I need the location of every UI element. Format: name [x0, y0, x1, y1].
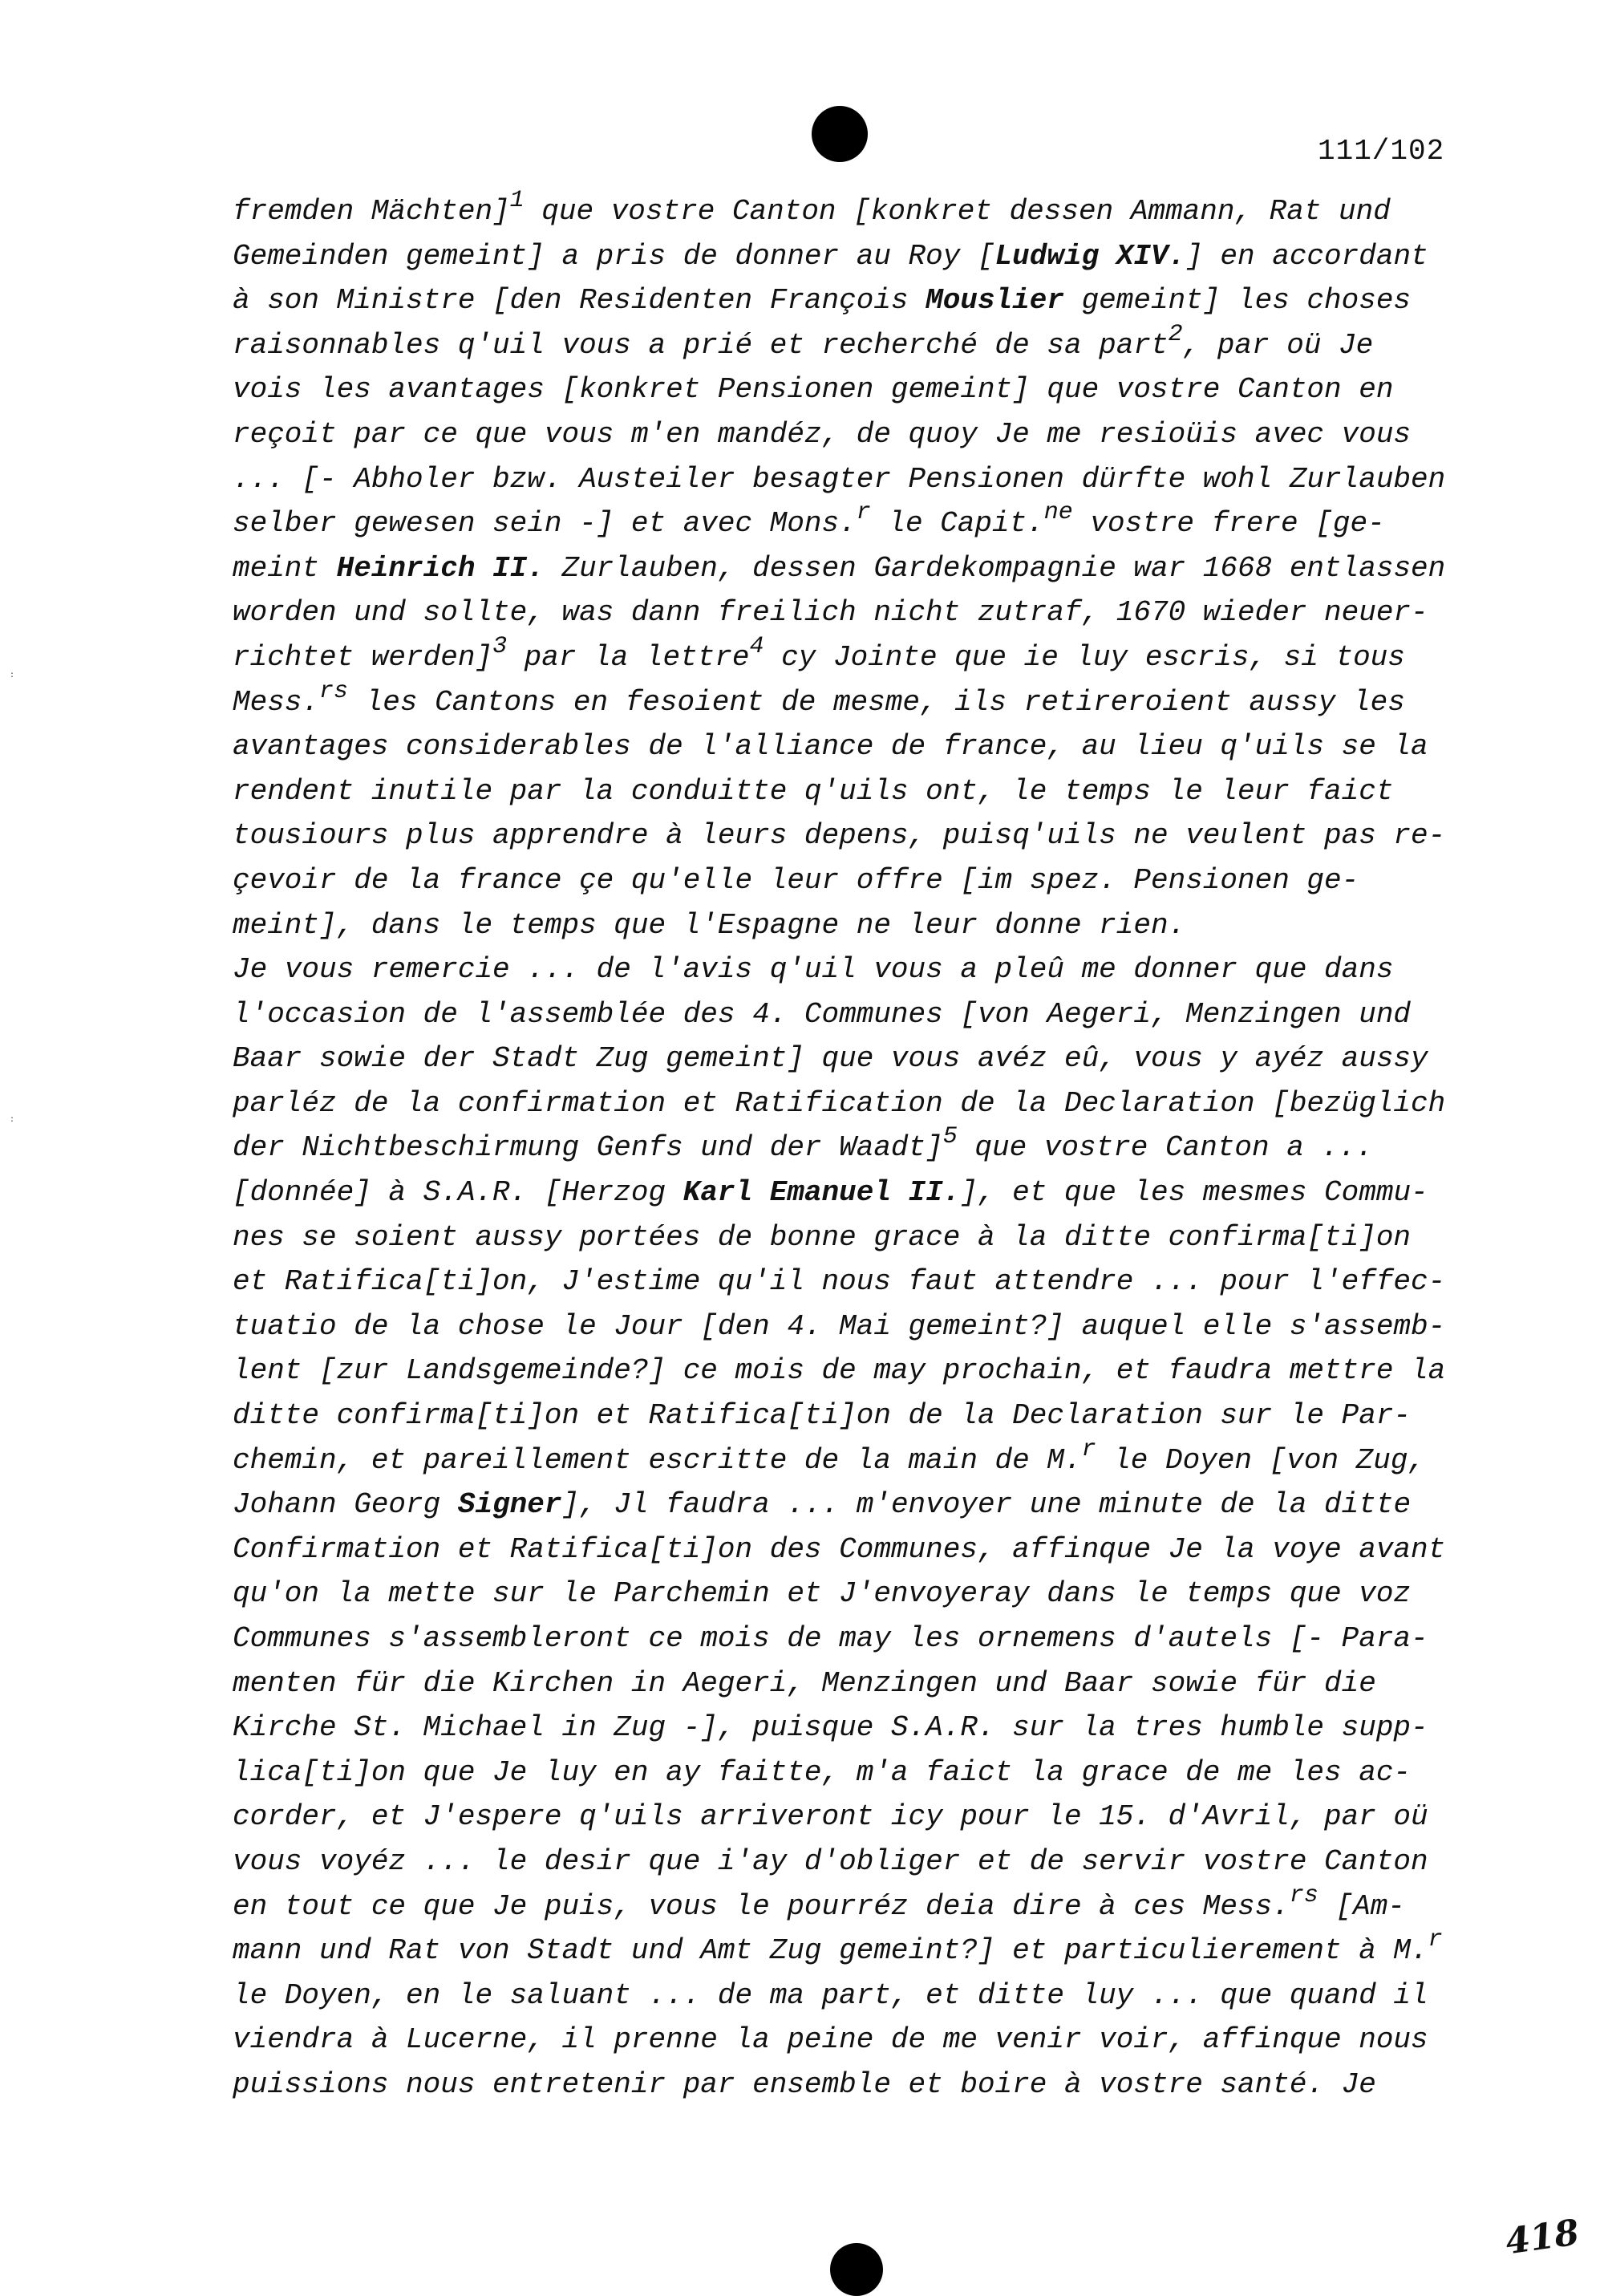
text-line: [233, 858, 1468, 903]
text-segment: çevoir de la france çe qu'elle leur offre [im spez. Pensionen ge-: [233, 863, 1359, 897]
text-segment: Je vous remercie ... de l'avis q'uil vous a pleû me donner que dans: [233, 953, 1394, 987]
bold-name: Mouslier: [926, 284, 1064, 318]
text-segment: fremden Mächten]: [233, 195, 510, 228]
text-line: [233, 1215, 1468, 1260]
text-line: [233, 1036, 1468, 1081]
text-segment: richtet werden]: [233, 640, 493, 674]
text-line: [233, 1795, 1468, 1840]
text-segment: en tout ce que Je puis, vous le pourréz deia dire à ces Mess.: [233, 1889, 1290, 1923]
text-segment: , par oü Je: [1182, 328, 1374, 362]
text-line: [233, 1349, 1468, 1393]
text-line: [233, 1483, 1468, 1527]
punch-hole-top: [812, 106, 868, 162]
text-line: [233, 1926, 1468, 1974]
text-segment: Gemeinden gemeint] a pris de donner au Roy [: [233, 239, 995, 273]
body-text: [233, 189, 1468, 2107]
text-segment: [donnée] à S.A.R. [Herzog: [233, 1176, 683, 1210]
superscript: r: [856, 499, 871, 527]
superscript: rs: [319, 677, 349, 705]
text-segment: Confirmation et Ratifica[ti]on des Communes, affinque Je la voye avant: [233, 1532, 1446, 1566]
text-line: [233, 947, 1468, 992]
text-segment: corder, et J'espere q'uils arriveront icy pour le 15. d'Avril, par oü: [233, 1800, 1428, 1834]
text-line: [233, 278, 1468, 323]
text-segment: reçoit par ce que vous m'en mandéz, de quoy Je me resioüis avec vous: [233, 417, 1412, 451]
text-segment: menten für die Kirchen in Aegeri, Menzingen und Baar sowie für die: [233, 1666, 1376, 1700]
text-segment: viendra à Lucerne, il prenne la peine de me venir voir, affinque nous: [233, 2023, 1428, 2057]
text-segment: Zurlauben, dessen Gardekompagnie war 1668 entlassen: [544, 551, 1446, 585]
text-line: [233, 457, 1468, 502]
text-line: [233, 320, 1468, 368]
text-segment: parléz de la confirmation et Ratification de la Declaration [bezüglich: [233, 1086, 1446, 1120]
text-segment: ], Jl faudra ... m'envoyer une minute de la ditte: [561, 1488, 1412, 1522]
text-segment: raisonnables q'uil vous a prié et recherché de sa part: [233, 328, 1169, 362]
superscript: ne: [1043, 499, 1073, 527]
text-segment: le Doyen [von Zug,: [1096, 1443, 1426, 1477]
handwritten-folio-number: 418: [1503, 2212, 1582, 2263]
text-segment: Baar sowie der Stadt Zug gemeint] que vous avéz eû, vous y ayéz aussy: [233, 1042, 1428, 1076]
text-segment: vostre frere [ge-: [1072, 507, 1385, 541]
text-segment: lent [zur Landsgemeinde?] ce mois de may prochain, et faudra mettre la: [233, 1354, 1446, 1388]
text-segment: Mess.: [233, 685, 320, 719]
text-line: [233, 1170, 1468, 1215]
superscript: r: [1428, 1926, 1443, 1954]
text-segment: ... [- Abholer bzw. Austeiler besagter Pensionen dürfte wohl Zurlauben: [233, 462, 1446, 496]
text-segment: vous voyéz ... le desir que i'ay d'obliger et de servir vostre Canton: [233, 1844, 1428, 1878]
text-line: [233, 903, 1468, 948]
text-segment: tuatio de la chose le Jour [den 4. Mai gemeint?] auquel elle s'assemb-: [233, 1309, 1446, 1343]
text-line: [233, 992, 1468, 1037]
text-line: [233, 501, 1468, 546]
text-segment: Kirche St. Michael in Zug -], puisque S.A.R. sur la tres humble supp-: [233, 1711, 1428, 1745]
text-line: [233, 189, 1468, 234]
bold-name: Karl Emanuel II.: [683, 1176, 961, 1210]
text-line: [233, 1123, 1468, 1170]
text-segment: à son Ministre [den Residenten François: [233, 284, 926, 318]
superscript: rs: [1289, 1881, 1318, 1909]
text-segment: avantages considerables de l'alliance de france, au lieu q'uils se la: [233, 730, 1428, 764]
text-segment: ], et que les mesmes Commu-: [960, 1176, 1428, 1210]
text-segment: worden und sollte, was dann freilich nicht zutraf, 1670 wieder neuer-: [233, 596, 1428, 630]
text-line: [233, 1527, 1468, 1572]
text-segment: meint], dans le temps que l'Espagne ne leur donne rien.: [233, 908, 1186, 942]
text-segment: chemin, et pareillement escritte de la main de M.: [233, 1443, 1082, 1477]
text-line: [233, 677, 1468, 725]
margin-specks-lower: :: [10, 1116, 15, 1125]
text-segment: les Cantons en fesoient de mesme, ils retireroient aussy les: [348, 685, 1405, 719]
superscript: r: [1081, 1435, 1096, 1463]
page-number: 111/102: [1318, 135, 1445, 168]
text-segment: Johann Georg: [233, 1488, 458, 1522]
text-segment: meint: [233, 551, 337, 585]
text-segment: l'occasion de l'assemblée des 4. Communes [von Aegeri, Menzingen und: [233, 997, 1412, 1031]
text-line: [233, 1881, 1468, 1929]
text-line: [233, 1750, 1468, 1795]
text-line: [233, 1081, 1468, 1126]
bold-name: Signer: [457, 1488, 562, 1522]
bold-name: Heinrich II.: [336, 551, 545, 585]
text-line: [233, 367, 1468, 412]
text-line: [233, 1260, 1468, 1304]
superscript: 4: [749, 632, 764, 660]
text-segment: Communes s'assembleront ce mois de may les ornemens d'autels [- Para-: [233, 1622, 1428, 1655]
text-line: [233, 1435, 1468, 1483]
text-segment: rendent inutile par la conduitte q'uils ont, le temps le leur faict: [233, 774, 1394, 808]
text-segment: cy Jointe que ie luy escris, si tous: [764, 640, 1405, 674]
text-line: [233, 1572, 1468, 1617]
bold-name: Ludwig XIV.: [994, 239, 1186, 273]
text-segment: puissions nous entretenir par ensemble et boire à vostre santé. Je: [233, 2067, 1376, 2101]
text-segment: qu'on la mette sur le Parchemin et J'envoyeray dans le temps que voz: [233, 1577, 1412, 1611]
text-segment: der Nichtbeschirmung Genfs und der Waadt]: [233, 1131, 943, 1165]
text-line: [233, 1661, 1468, 1706]
superscript: 3: [492, 632, 508, 660]
text-segment: le Capit.: [870, 507, 1044, 541]
text-segment: le Doyen, en le saluant ... de ma part, et ditte luy ... que quand il: [233, 1978, 1428, 2012]
text-segment: lica[ti]on que Je luy en ay faitte, m'a faict la grace de me les ac-: [233, 1755, 1412, 1789]
text-line: [233, 769, 1468, 814]
text-segment: que vostre Canton a ...: [957, 1131, 1374, 1165]
superscript: 1: [509, 187, 525, 214]
text-line: [233, 632, 1468, 680]
text-line: [233, 1304, 1468, 1349]
text-line: [233, 1974, 1468, 2018]
text-segment: mann und Rat von Stadt und Amt Zug gemeint?] et particulierement à M.: [233, 1934, 1428, 1968]
text-line: [233, 1840, 1468, 1884]
text-line: [233, 1617, 1468, 1661]
text-line: [233, 813, 1468, 858]
text-line: [233, 2063, 1468, 2107]
text-segment: [Am-: [1318, 1889, 1405, 1923]
text-line: [233, 546, 1468, 591]
text-line: [233, 2018, 1468, 2063]
text-line: [233, 590, 1468, 635]
text-segment: vois les avantages [konkret Pensionen gemeint] que vostre Canton en: [233, 373, 1394, 407]
text-segment: et Ratifica[ti]on, J'estime qu'il nous faut attendre ... pour l'effec-: [233, 1265, 1446, 1299]
text-segment: ] en accordant: [1185, 239, 1428, 273]
text-line: [233, 234, 1468, 279]
superscript: 2: [1168, 320, 1183, 348]
text-line: [233, 724, 1468, 769]
text-segment: que vostre Canton [konkret dessen Ammann, Rat und: [524, 195, 1391, 228]
text-line: [233, 412, 1468, 457]
text-segment: par la lettre: [507, 640, 750, 674]
margin-specks-upper: :: [10, 671, 15, 680]
text-segment: selber gewesen sein -] et avec Mons.: [233, 507, 857, 541]
text-segment: gemeint] les choses: [1063, 284, 1412, 318]
text-segment: nes se soient aussy portées de bonne grace à la ditte confirma[ti]on: [233, 1220, 1412, 1254]
text-line: [233, 1393, 1468, 1438]
text-segment: ditte confirma[ti]on et Ratifica[ti]on de la Declaration sur le Par-: [233, 1399, 1412, 1433]
punch-hole-bottom: [830, 2243, 883, 2296]
text-line: [233, 1706, 1468, 1750]
text-segment: tousiours plus apprendre à leurs depens, puisq'uils ne veulent pas re-: [233, 819, 1446, 853]
superscript: 5: [942, 1123, 958, 1151]
